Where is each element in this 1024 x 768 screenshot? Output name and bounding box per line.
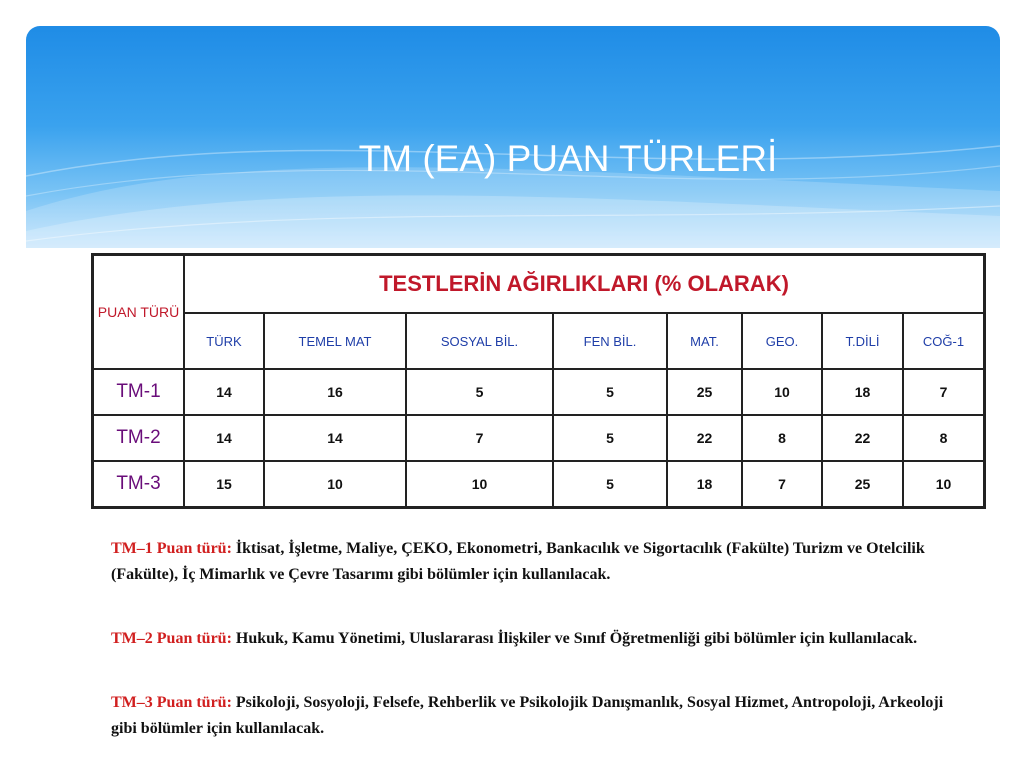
table-cell: 5 xyxy=(406,369,553,415)
table-cell: 5 xyxy=(553,369,667,415)
table-cell: 25 xyxy=(667,369,742,415)
table-cell: 10 xyxy=(406,461,553,508)
description-text: Hukuk, Kamu Yönetimi, Uluslararası İlişkiler ve Sınıf Öğretmenliği gibi bölümler için kullanılacak. xyxy=(231,630,918,647)
table-row xyxy=(93,369,985,415)
table-cell: 22 xyxy=(667,415,742,461)
description-tm3 xyxy=(111,690,951,742)
table-row xyxy=(93,415,985,461)
page-title: TM (EA) PUAN TÜRLERİ xyxy=(358,138,778,179)
table-cell: 14 xyxy=(264,415,406,461)
table-cell: 10 xyxy=(264,461,406,508)
column-header: T.DİLİ xyxy=(822,313,903,369)
corner-header: PUAN TÜRÜ xyxy=(93,255,185,370)
row-label: TM-3 xyxy=(93,461,185,508)
table-cell: 18 xyxy=(667,461,742,508)
table-cell: 7 xyxy=(903,369,985,415)
column-header: GEO. xyxy=(742,313,822,369)
column-header: SOSYAL BİL. xyxy=(406,313,553,369)
table-cell: 18 xyxy=(822,369,903,415)
column-header: TEMEL MAT xyxy=(264,313,406,369)
table-cell: 7 xyxy=(742,461,822,508)
table-cell: 25 xyxy=(822,461,903,508)
table-cell: 8 xyxy=(742,415,822,461)
table-cell: 7 xyxy=(406,415,553,461)
column-header: MAT. xyxy=(667,313,742,369)
description-label: TM–1 Puan türü: xyxy=(111,540,232,557)
description-text: Psikoloji, Sosyoloji, Felsefe, Rehberlik ve Psikolojik Danışmanlık, Sosyal Hizmet, Antropoloji, Arkeoloji gibi bölümler için kullanılacak. xyxy=(111,694,944,737)
table-cell: 15 xyxy=(184,461,264,508)
wave-decoration xyxy=(26,26,1000,248)
row-label: TM-2 xyxy=(93,415,185,461)
description-label: TM–2 Puan türü: xyxy=(111,630,232,647)
row-label: TM-1 xyxy=(93,369,185,415)
table-cell: 14 xyxy=(184,415,264,461)
column-header: TÜRK xyxy=(184,313,264,369)
group-header: TESTLERİN AĞIRLIKLARI (% OLARAK) xyxy=(184,255,985,314)
weights-table xyxy=(91,253,986,509)
table-cell: 10 xyxy=(903,461,985,508)
table-cell: 5 xyxy=(553,461,667,508)
description-text: İktisat, İşletme, Maliye, ÇEKO, Ekonometri, Bankacılık ve Sigortacılık (Fakülte) Turizm ve Otelcilik (Fakülte), İç Mimarlık ve Çevre Tasarımı gibi bölümler için kullanılacak. xyxy=(111,540,925,583)
description-tm1 xyxy=(111,536,951,588)
table-cell: 10 xyxy=(742,369,822,415)
table-cell: 16 xyxy=(264,369,406,415)
title-banner xyxy=(26,26,1000,248)
table-row xyxy=(93,461,985,508)
table-header-row xyxy=(93,255,985,314)
column-header-row xyxy=(93,313,985,369)
table-cell: 22 xyxy=(822,415,903,461)
column-header: COĞ-1 xyxy=(903,313,985,369)
table-cell: 8 xyxy=(903,415,985,461)
table-cell: 5 xyxy=(553,415,667,461)
column-header: FEN BİL. xyxy=(553,313,667,369)
description-label: TM–3 Puan türü: xyxy=(111,694,232,711)
table-cell: 14 xyxy=(184,369,264,415)
description-tm2 xyxy=(111,626,951,652)
